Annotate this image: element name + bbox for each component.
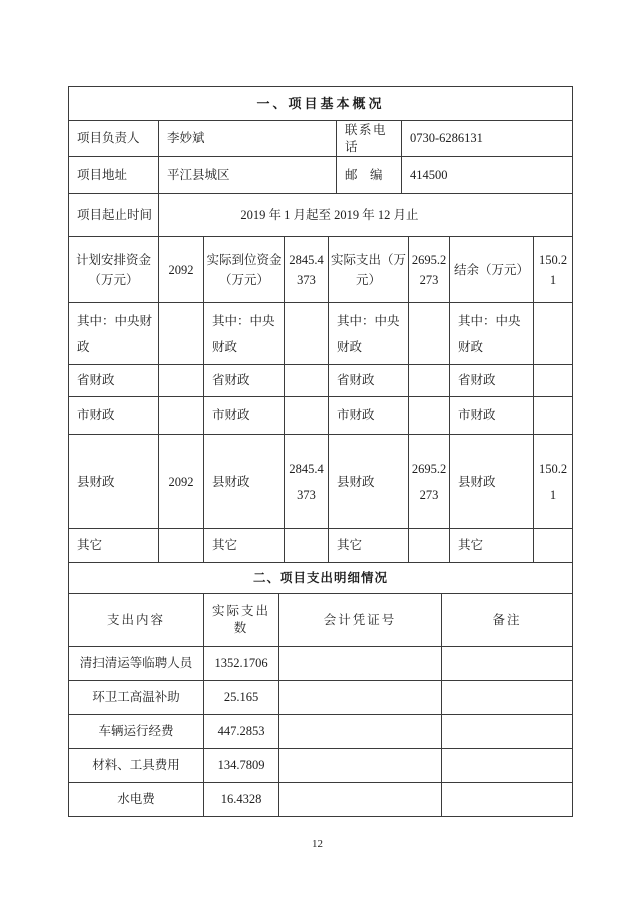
other-finance-label: 其它 <box>77 538 103 552</box>
county-finance-label: 县财政 <box>77 474 115 489</box>
municipal-finance-label: 市财政 <box>328 397 408 434</box>
provincial-finance-row <box>69 364 572 396</box>
provincial-finance-label: 省财政 <box>203 365 284 396</box>
central-finance-value <box>158 303 203 364</box>
expense-voucher <box>278 647 441 680</box>
actual-spent-label: 实际支出（万元） <box>328 237 408 302</box>
other-finance-value <box>284 529 328 562</box>
received-funds-label: 实际到位资金（万元） <box>203 237 284 302</box>
expense-voucher <box>278 783 441 816</box>
municipal-finance-label: 市财政 <box>203 397 284 434</box>
expense-amount: 16.4328 <box>203 783 278 816</box>
expense-voucher <box>278 749 441 782</box>
other-finance-label: 其它 <box>328 529 408 562</box>
expense-voucher <box>278 681 441 714</box>
section2-title-row <box>69 562 572 593</box>
municipal-finance-value <box>408 397 449 434</box>
expense-header-row <box>69 593 572 646</box>
expense-amount: 134.7809 <box>203 749 278 782</box>
central-finance-label: 其中：中央财政 <box>203 303 284 364</box>
expense-amount-header: 实际支出数 <box>203 594 278 646</box>
expense-row <box>69 748 572 782</box>
balance-value: 150.21 <box>533 237 572 302</box>
expense-amount: 25.165 <box>203 681 278 714</box>
phone-label: 联系电话 <box>336 121 401 156</box>
provincial-finance-label: 省财政 <box>328 365 408 396</box>
county-finance-value: 2695.2273 <box>408 435 449 528</box>
provincial-finance-label: 省财政 <box>77 373 115 387</box>
county-finance-label: 县财政 <box>449 435 533 528</box>
county-finance-value: 150.21 <box>533 435 572 528</box>
leader-row <box>69 120 572 156</box>
voucher-number-header: 会计凭证号 <box>278 594 441 646</box>
expense-voucher <box>278 715 441 748</box>
period-row <box>69 193 572 236</box>
municipal-finance-label: 市财政 <box>449 397 533 434</box>
expense-note <box>441 715 572 748</box>
other-finance-label: 其它 <box>449 529 533 562</box>
page-number: 12 <box>312 838 323 850</box>
municipal-finance-value <box>284 397 328 434</box>
municipal-finance-label: 市财政 <box>77 408 115 422</box>
expense-row <box>69 782 572 816</box>
other-finance-value <box>158 529 203 562</box>
central-finance-label: 其中：中央财政 <box>328 303 408 364</box>
county-finance-value: 2092 <box>158 435 203 528</box>
section2-title: 二、项目支出明细情况 <box>252 570 388 585</box>
other-finance-label: 其它 <box>203 529 284 562</box>
planned-funds-label: 计划安排资金（万元） <box>75 252 151 287</box>
county-finance-label: 县财政 <box>328 435 408 528</box>
postcode-label: 邮 编 <box>336 157 401 193</box>
county-finance-value: 2845.4373 <box>284 435 328 528</box>
expense-row <box>69 646 572 680</box>
address-label: 项目地址 <box>77 167 128 182</box>
central-finance-value <box>533 303 572 364</box>
expense-item: 水电费 <box>117 792 155 806</box>
finance-summary-row <box>69 236 572 302</box>
expense-amount: 1352.1706 <box>203 647 278 680</box>
other-finance-row <box>69 528 572 562</box>
provincial-finance-label: 省财政 <box>449 365 533 396</box>
actual-spent-value: 2695.2273 <box>408 237 449 302</box>
expense-item: 材料、工具费用 <box>92 758 180 772</box>
central-finance-label: 其中：中央财政 <box>77 313 153 354</box>
municipal-finance-value <box>158 397 203 434</box>
expense-item: 清扫清运等临聘人员 <box>79 656 193 670</box>
county-finance-label: 县财政 <box>203 435 284 528</box>
expense-item: 车辆运行经费 <box>98 724 174 738</box>
central-finance-value <box>284 303 328 364</box>
balance-label: 结余（万元） <box>449 237 533 302</box>
provincial-finance-value <box>408 365 449 396</box>
expense-note <box>441 647 572 680</box>
expense-note <box>441 783 572 816</box>
phone-value: 0730-6286131 <box>401 121 572 156</box>
other-finance-value <box>533 529 572 562</box>
provincial-finance-value <box>158 365 203 396</box>
expense-amount: 447.2853 <box>203 715 278 748</box>
municipal-finance-value <box>533 397 572 434</box>
expense-note <box>441 681 572 714</box>
other-finance-value <box>408 529 449 562</box>
provincial-finance-value <box>533 365 572 396</box>
leader-value: 李妙斌 <box>158 121 336 156</box>
period-label: 项目起止时间 <box>77 207 153 222</box>
county-finance-row <box>69 434 572 528</box>
expense-note <box>441 749 572 782</box>
expense-item-header: 支出内容 <box>106 612 165 627</box>
postcode-value: 414500 <box>401 157 572 193</box>
expense-row <box>69 714 572 748</box>
provincial-finance-value <box>284 365 328 396</box>
central-finance-value <box>408 303 449 364</box>
address-row <box>69 156 572 193</box>
address-value: 平江县城区 <box>158 157 336 193</box>
section1-title: 一、项目基本概况 <box>256 96 385 111</box>
period-value: 2019 年 1 月起至 2019 年 12 月止 <box>158 194 572 236</box>
section1-title-row <box>69 87 572 120</box>
received-funds-value: 2845.4373 <box>284 237 328 302</box>
expense-item: 环卫工高温补助 <box>92 690 180 704</box>
report-table <box>68 86 573 817</box>
municipal-finance-row <box>69 396 572 434</box>
leader-label: 项目负责人 <box>77 131 140 145</box>
expense-row <box>69 680 572 714</box>
central-finance-row <box>69 302 572 364</box>
central-finance-label: 其中：中央财政 <box>449 303 533 364</box>
planned-funds-value: 2092 <box>158 237 203 302</box>
note-header: 备注 <box>441 594 572 646</box>
